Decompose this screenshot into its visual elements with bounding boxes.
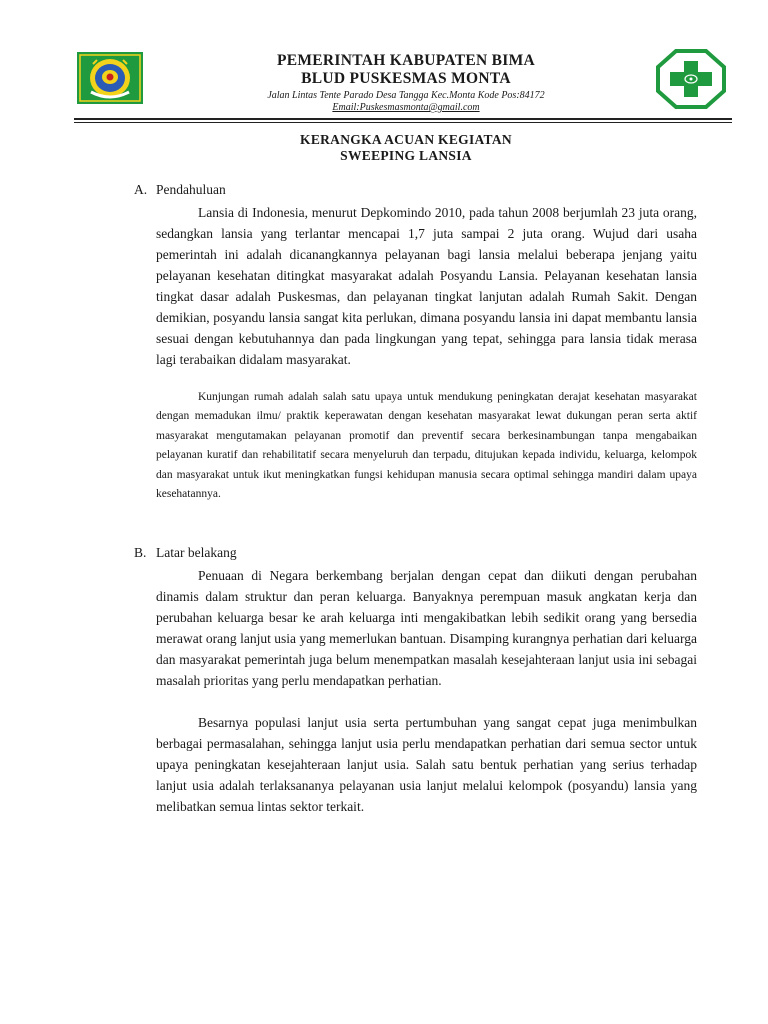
section-title: Latar belakang xyxy=(156,545,237,560)
section-a-paragraph-2: Kunjungan rumah adalah salah satu upaya untuk mendukung peningkatan derajat kesehatan masyarakat dengan memadukan ilmu/ praktik keperawatan dengan kesehatan masyarakat lewat dukungan peran serta aktif masyarakat mengutamakan pelayanan promotif dan preventif secara berkesinambungan tanpa mengabaikan pelayanan kuratif dan rehabilitatif secara menyeluruh dan terpadu, ditujukan kepada individu, keluarga, kelompok dan masyarakat untuk ikut meningkatkan fungsi kehidupan manusia secara optimal sehingga mandiri dalam upaya kesehatannya. xyxy=(156,391,697,501)
letterhead-email: Email:Puskesmasmonta@gmail.com xyxy=(332,102,480,113)
section-b-heading xyxy=(134,544,237,562)
header-rule-thick xyxy=(74,118,732,120)
bima-regency-emblem-icon xyxy=(77,52,143,104)
section-letter: A. xyxy=(134,182,148,197)
document-title xyxy=(150,132,662,164)
section-b-paragraph-1: Penuaan di Negara berkembang berjalan dengan cepat dan diikuti dengan perubahan dinamis dalam struktur dan peran keluarga. Banyaknya perempuan masuk angkatan kerja dan perubahan keluarga besar ke arah keluarga inti mengakibatkan lebih sedikit orang yang bersedia merawat orang lanjut usia yang memerlukan bantuan. Disamping kurangnya perhatian dari keluarga dan masyarakat pemerintah juga belum menempatkan masalah kesejahteraan lanjut usia ini sebagai masalah prioritas yang perlu mendapatkan perhatian. xyxy=(156,568,697,688)
letterhead-address: Jalan Lintas Tente Parado Desa Tangga Kec.Monta Kode Pos:84172 xyxy=(267,90,545,101)
puskesmas-cross-icon xyxy=(656,49,726,109)
document-title-line2: SWEEPING LANSIA xyxy=(340,148,472,163)
letterhead-government: PEMERINTAH KABUPATEN BIMA xyxy=(276,52,536,69)
letterhead-institution: BLUD PUSKESMAS MONTA xyxy=(301,70,511,87)
section-letter: B. xyxy=(134,545,147,560)
header-rule-thin xyxy=(74,122,732,123)
section-b-paragraph-2: Besarnya populasi lanjut usia serta pertumbuhan yang sangat cepat juga menimbulkan berbagai permasalahan, sehingga lanjut usia perlu mendapatkan perhatian dari semua sector untuk upaya peningkatan kesejahteraan lanjut usia. Salah satu bentuk perhatian yang serius terhadap lanjut usia adalah terlaksananya pelayanan usia lanjut melalui kelompok (posyandu) lansia yang melibatkan semua lintas sektor terkait. xyxy=(156,715,697,814)
section-title: Pendahuluan xyxy=(156,182,226,197)
section-a-paragraph-1: Lansia di Indonesia, menurut Depkomindo 2010, pada tahun 2008 berjumlah 23 juta orang, sedangkan lansia yang terlantar mencapai 1,7 juta sampai 2 juta orang. Wujud dari usaha pemerintah ini adalah dicanangkannya pelayanan bagi lansia melalui beberapa jenjang yaitu pelayanan kesehatan ditingkat masyarakat adalah Posyandu Lansia. Pelayanan kesehatan lansia tingkat dasar adalah Puskesmas, dan pelayanan tingkat lanjutan adalah Rumah Sakit. Dengan demikian, posyandu lansia sangat kita perlukan, dimana posyandu lansia ini dapat membantu lansia sesuai dengan kebutuhannya dan pada lingkungan yang tepat, sehingga para lansia tidak merasa lagi terabaikan didalam masyarakat. xyxy=(156,205,697,367)
document-title-line1: KERANGKA ACUAN KEGIATAN xyxy=(300,132,512,147)
letterhead xyxy=(150,52,662,114)
section-a-heading xyxy=(134,181,226,199)
